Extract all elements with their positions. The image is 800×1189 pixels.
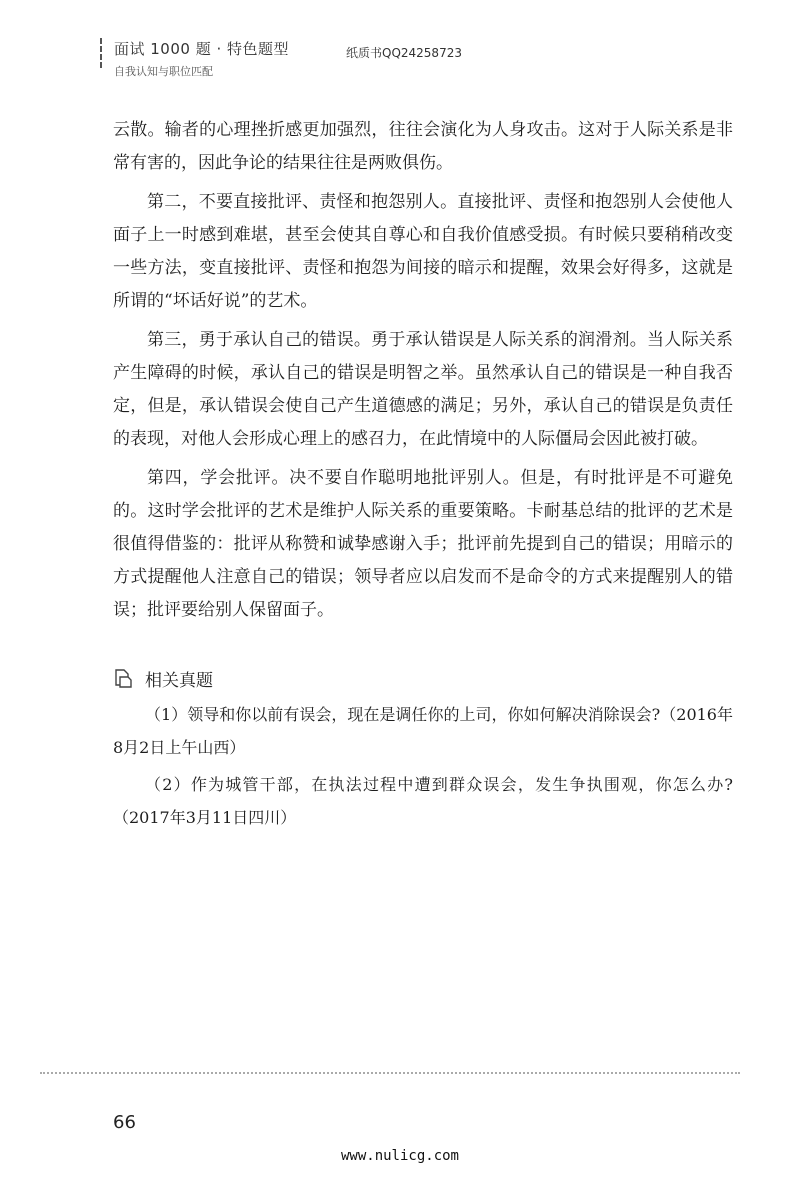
- question-list: [113, 698, 733, 834]
- top-watermark: 纸质书QQ24258723: [346, 46, 462, 60]
- related-questions-title: 相关真题: [145, 670, 213, 691]
- footer-dotted-divider: [40, 1072, 740, 1076]
- paragraph-point-three: 第三，勇于承认自己的错误。勇于承认错误是人际关系的润滑剂。当人际关系产生障碍的时候，承认自己的错误是明智之举。虽然承认自己的错误是一种自我否定，但是，承认错误会使自己产生道德感的满足；另外，承认自己的错误是负责任的表现，对他人会形成心理上的感召力，在此情境中的人际僵局会因此被打破。: [113, 330, 733, 449]
- question-item: （1）领导和你以前有误会，现在是调任你的上司，你如何解决消除误会?（2016年8月2日上午山西）: [113, 705, 733, 757]
- document-icon: [113, 668, 133, 688]
- bottom-watermark: www.nulicg.com: [340, 1148, 459, 1164]
- book-title: 面试 1000 题 · 特色题型: [114, 40, 290, 58]
- page-number: 66: [113, 1112, 136, 1133]
- question-item: （2）作为城管干部，在执法过程中遭到群众误会，发生争执围观，你怎么办?（2017年3月11日四川）: [113, 775, 733, 827]
- paragraph-continuation: 云散。输者的心理挫折感更加强烈，往往会演化为人身攻击。这对于人际关系是非常有害的，因此争论的结果往往是两败俱伤。: [113, 120, 733, 173]
- related-questions-section: [113, 662, 733, 838]
- body-text: [113, 114, 733, 633]
- paragraph-point-two: 第二，不要直接批评、责怪和抱怨别人。直接批评、责怪和抱怨别人会使他人面子上一时感到难堪，甚至会使其自尊心和自我价值感受损。有时候只要稍稍改变一些方法，变直接批评、责怪和抱怨为间接的暗示和提醒，效果会好得多，这就是所谓的“坏话好说”的艺术。: [113, 192, 733, 311]
- header-divider: [100, 38, 104, 68]
- related-questions-heading: [113, 662, 733, 694]
- paragraph-point-four: 第四，学会批评。决不要自作聪明地批评别人。但是，有时批评是不可避免的。这时学会批评的艺术是维护人际关系的重要策略。卡耐基总结的批评的艺术是很值得借鉴的：批评从称赞和诚挚感谢入手；批评前先提到自己的错误；用暗示的方式提醒他人注意自己的错误；领导者应以启发而不是命令的方式来提醒别人的错误；批评要给别人保留面子。: [113, 468, 733, 620]
- chapter-subtitle: 自我认知与职位匹配: [114, 65, 213, 78]
